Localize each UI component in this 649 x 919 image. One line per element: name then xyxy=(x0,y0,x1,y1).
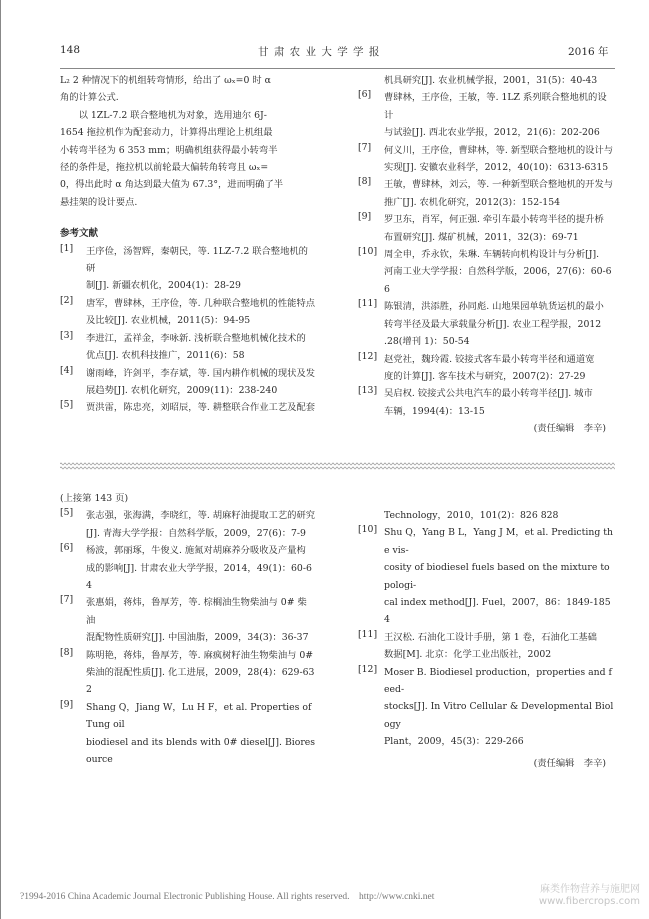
reference-item xyxy=(358,664,614,751)
reference-text xyxy=(86,243,316,295)
reference-text xyxy=(384,72,614,89)
reference-line: Shang Q，Jiang W，Lu H F，et al. Properties of Tung oil xyxy=(86,701,312,731)
reference-line: 张志强，张海满，李晓红，等. 胡麻籽油提取工艺的研究 xyxy=(86,510,316,522)
reference-line: 王序俭，汤智辉，秦朝民，等. 1LZ-7.2 联合整地机的研 xyxy=(86,245,308,275)
copyright-footer: ?1994-2016 China Academic Journal Electronic Publishing House. All rights reserved. http://www.cnki.net xyxy=(20,892,435,902)
reference-item xyxy=(60,507,316,542)
editor-credit: (责任编辑 李辛) xyxy=(533,423,606,435)
reference-line: 陈明艳，蒋炜，鲁厚芳，等. 麻疯树籽油生物柴油与 0# xyxy=(86,649,314,661)
reference-number: [5] xyxy=(60,399,74,411)
right-references xyxy=(358,72,614,438)
reference-number: [13] xyxy=(358,385,378,397)
reference-number: [9] xyxy=(358,211,372,223)
reference-item xyxy=(60,399,316,416)
reference-text xyxy=(384,246,614,298)
reference-number: [10] xyxy=(358,246,378,258)
reference-item xyxy=(358,524,614,628)
reference-text xyxy=(384,211,614,246)
journal-title: 甘 肃 农 业 大 学 学 报 xyxy=(258,46,381,58)
body-text-line: 0，得出此时 α 角达到最大值为 67.3°，进而明确了半 xyxy=(60,179,284,191)
reference-item xyxy=(60,594,316,646)
left-body xyxy=(60,72,316,417)
reference-number: [5] xyxy=(60,507,74,519)
reference-line: 河南工业大学学报：自然科学版，2006，27(6)：60-66 xyxy=(384,266,612,295)
body-text-line: 角的计算公式. xyxy=(60,92,119,104)
reference-line: Technology，2010，101(2)：826 828 xyxy=(384,510,559,521)
page-edge xyxy=(0,0,1,919)
page-number: 148 xyxy=(60,44,81,56)
reference-text xyxy=(384,142,614,177)
reference-item xyxy=(60,699,316,769)
editor-credit-2: (责任编辑 李辛) xyxy=(533,757,606,769)
reference-line: 曹肆林，王序俭，王敏，等. 1LZ 系列联合整地机的设计 xyxy=(384,92,607,121)
reference-text xyxy=(86,365,316,400)
reference-item xyxy=(358,72,614,89)
reference-item xyxy=(60,295,316,330)
reference-item xyxy=(358,351,614,386)
reference-line: 推广[J]. 农机化研究，2012(3)：152-154 xyxy=(384,196,561,208)
reference-line: 成的影响[J]. 甘肃农业大学学报，2014，49(1)：60-64 xyxy=(86,562,312,592)
reference-text xyxy=(86,399,316,416)
reference-line: .28(增刊 1)：50-54 xyxy=(384,336,470,348)
reference-item xyxy=(358,385,614,420)
reference-item xyxy=(358,298,614,350)
reference-text xyxy=(86,542,316,594)
reference-line: 何义川，王序俭，曹肆林，等. 新型联合整地机的设计与 xyxy=(384,144,614,156)
body-text-line: 以 1ZL-7.2 联合整地机为对象，选用迪尔 6J- xyxy=(60,109,267,121)
reference-line: 李进江，孟祥金，李咏新. 浅析联合整地机械化技术的 xyxy=(86,332,306,344)
reference-item xyxy=(60,647,316,699)
reference-line: cal index method[J]. Fuel，2007，86：1849-1854 xyxy=(384,597,611,626)
reference-text xyxy=(384,664,614,751)
reference-line: 实现[J]. 安徽农业科学，2012，40(10)：6313-6315 xyxy=(384,162,609,174)
reference-text xyxy=(384,351,614,386)
reference-line: 王汉松. 石油化工设计手册，第 1 卷，石油化工基础 xyxy=(384,631,597,643)
reference-line: 转弯半径及最大承载量分析[J]. 农业工程学报，2012 xyxy=(384,318,602,330)
reference-line: 优点[J]. 农机科技推广，2011(6)：58 xyxy=(86,350,245,362)
reference-text xyxy=(384,385,614,420)
reference-line: 贾洪雷，陈忠亮，刘昭辰，等. 耕整联合作业工艺及配套 xyxy=(86,402,316,414)
reference-line: 制[J]. 新疆农机化，2004(1)：28-29 xyxy=(86,280,241,292)
reference-number: [6] xyxy=(358,89,372,101)
header-rule xyxy=(60,68,615,69)
reference-line: 吴启权. 铰接式公共电汽车的最小转弯半径[J]. 城市 xyxy=(384,388,593,400)
reference-text xyxy=(86,699,316,769)
reference-line: 混配物性质研究[J]. 中国油脂，2009，34(3)：36-37 xyxy=(86,632,309,644)
reference-item xyxy=(60,365,316,400)
body-text-line: 悬挂架的设计要点. xyxy=(60,196,138,208)
reference-line: 张惠娟，蒋炜，鲁厚芳，等. 棕榈油生物柴油与 0# 柴油 xyxy=(86,597,307,626)
reference-item xyxy=(358,246,614,298)
reference-number: [1] xyxy=(60,242,74,254)
reference-number: [6] xyxy=(60,542,74,554)
reference-line: 机具研究[J]. 农业机械学报，2001，31(5)：40-43 xyxy=(384,75,598,86)
reference-line: 赵党社，魏玲霞. 铰接式客车最小转弯半径和通道宽 xyxy=(384,353,595,365)
reference-text xyxy=(86,330,316,365)
year: 2016 年 xyxy=(568,46,609,58)
reference-text xyxy=(384,524,614,628)
reference-text xyxy=(86,295,316,330)
reference-number: [8] xyxy=(358,176,372,188)
reference-number: [12] xyxy=(358,663,378,675)
reference-line: 杨波，郭丽琢，牛俊义. 施氮对胡麻养分吸收及产量构 xyxy=(86,545,306,557)
reference-item xyxy=(60,542,316,594)
watermark-logo: 麻类作物营养与施肥网 www.fibercrops.com xyxy=(538,884,640,907)
reference-line: 与试验[J]. 西北农业学报，2012，21(6)：202-206 xyxy=(384,127,600,139)
reference-line: 展趋势[J]. 农机化研究，2009(11)：238-240 xyxy=(86,384,278,396)
reference-line: 度的计算[J]. 客车技术与研究，2007(2)：27-29 xyxy=(384,370,586,382)
section-divider xyxy=(60,462,615,470)
reference-line: 车辆，1994(4)：13-15 xyxy=(384,405,485,417)
reference-line: stocks[J]. In Vitro Cellular & Developmental Biology xyxy=(384,701,614,730)
reference-number: [8] xyxy=(60,646,74,658)
reference-line: biodiesel and its blends with 0# diesel[J]. Bioresource xyxy=(86,736,316,766)
references-heading: 参考文献 xyxy=(60,228,99,240)
body-text-line: L₂ 2 种情况下的机组转弯情形，给出了 ωₓ=0 时 α xyxy=(60,75,271,86)
reference-text xyxy=(86,647,316,699)
reference-line: 周全申，乔永钦，朱琳. 车辆转向机构设计与分析[J]. xyxy=(384,249,600,261)
reference-item xyxy=(358,629,614,664)
reference-line: 布置研究[J]. 煤矿机械，2011，32(3)：69-71 xyxy=(384,231,579,243)
reference-line: 谢雨峰，许剑平，李存斌，等. 国内耕作机械的现状及发 xyxy=(86,367,316,379)
reference-number: [7] xyxy=(358,141,372,153)
reference-number: [7] xyxy=(60,594,74,606)
continued-from: (上接第 143 页) xyxy=(60,493,129,504)
reference-line: Plant，2009，45(3)：229-266 xyxy=(384,736,524,748)
reference-line: 王敏，曹肆林，刘云，等. 一种新型联合整地机的开发与 xyxy=(384,179,614,191)
continued-section-left xyxy=(60,490,316,769)
reference-number: [3] xyxy=(60,329,74,341)
reference-line: 柴油的混配性质[J]. 化工进展，2009，28(4)：629-632 xyxy=(86,667,315,696)
reference-line: [J]. 青海大学学报：自然科学版，2009，27(6)：7-9 xyxy=(86,527,306,539)
reference-item xyxy=(358,89,614,141)
reference-line: 陈银清，洪添胜，孙同彪. 山地果园单轨货运机的最小 xyxy=(384,301,604,313)
reference-number: [11] xyxy=(358,298,378,310)
reference-text xyxy=(384,89,614,141)
body-text-line: 小转弯半径为 6 353 mm；明确机组获得最小转弯半 xyxy=(60,144,278,156)
continued-section-right xyxy=(358,507,614,772)
reference-item xyxy=(358,507,614,524)
reference-item xyxy=(358,142,614,177)
reference-number xyxy=(358,507,384,524)
reference-line: 数据[M]. 北京：化学工业出版社，2002 xyxy=(384,649,552,661)
reference-item xyxy=(358,176,614,211)
reference-number: [4] xyxy=(60,364,74,376)
reference-text xyxy=(384,507,614,524)
reference-line: 唐军，曹肆林，王序俭，等. 几种联合整地机的性能特点 xyxy=(86,297,316,309)
body-text-line: 径的条件是，拖拉机以前轮最大偏转角转弯且 ωₓ= xyxy=(60,162,269,174)
reference-text xyxy=(86,507,316,542)
reference-line: 罗卫东，肖军，何正强. 牵引车最小转弯半径的提升桥 xyxy=(384,214,604,226)
reference-number: [10] xyxy=(358,524,378,536)
reference-text xyxy=(384,629,614,664)
reference-line: Shu Q，Yang B L，Yang J M，et al. Predicting the vis- xyxy=(384,527,613,556)
reference-text xyxy=(384,176,614,211)
reference-text xyxy=(86,594,316,646)
reference-number xyxy=(358,72,384,89)
body-text-line: 1654 拖拉机作为配套动力，计算得出理论上机组最 xyxy=(60,127,273,139)
reference-line: 及比较[J]. 农业机械，2011(5)：94-95 xyxy=(86,315,251,327)
reference-line: Moser B. Biodiesel production，properties and feed- xyxy=(384,666,612,696)
reference-text xyxy=(384,298,614,350)
reference-number: [9] xyxy=(60,698,74,710)
reference-item xyxy=(358,211,614,246)
reference-number: [11] xyxy=(358,628,378,640)
reference-number: [2] xyxy=(60,294,74,306)
reference-number: [12] xyxy=(358,350,378,362)
reference-item xyxy=(60,330,316,365)
reference-item xyxy=(60,243,316,295)
reference-line: cosity of biodiesel fuels based on the mixture topologi- xyxy=(384,562,610,591)
